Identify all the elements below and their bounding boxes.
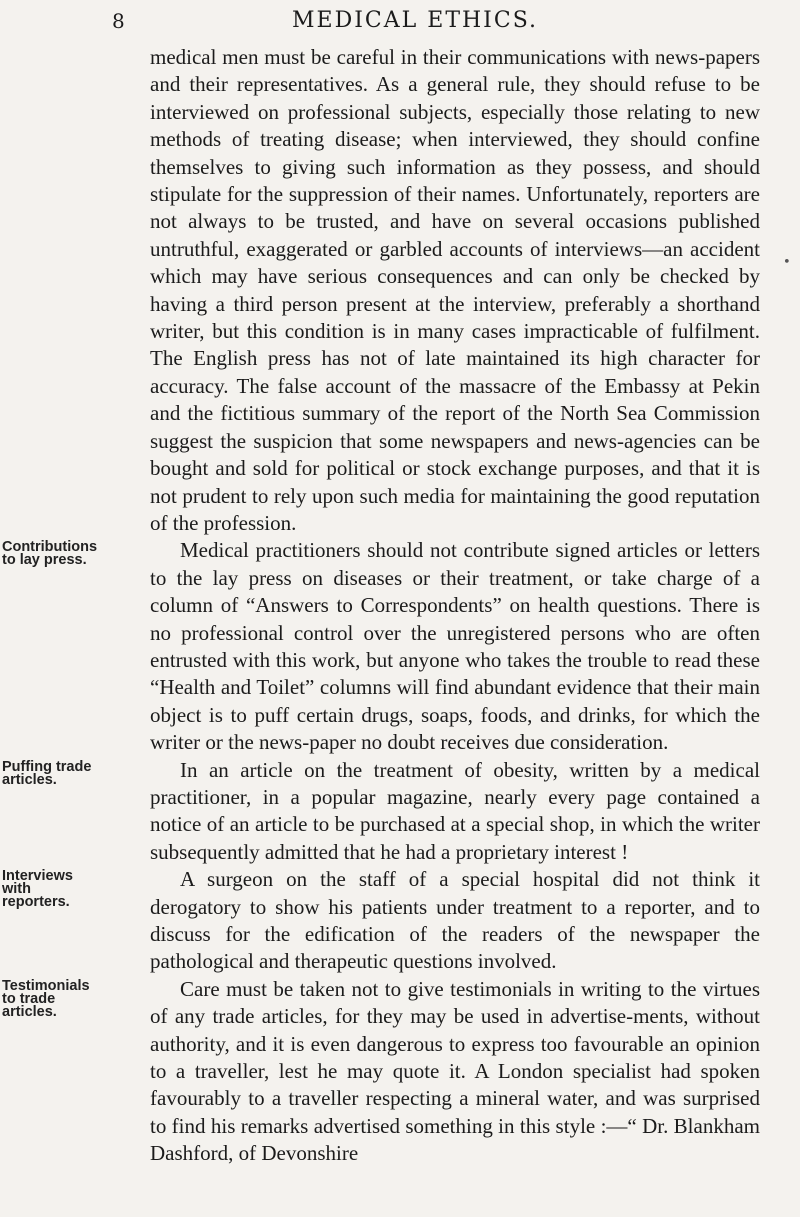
paragraph-puffing-trade-articles: [2, 757, 760, 867]
running-head: [0, 4, 800, 38]
paragraph-text: medical men must be careful in their communications with news-papers and their representatives. As a general rule, they should refuse to be interviewed on professional subjects, especially those relating to new methods of treating disease; when interviewed, they should confine themselves to giving such information as they possess, and should stipulate for the suppression of their names. Unfortunately, reporters are not always to be trusted, and have on several occasions published untruthful, exaggerated or garbled accounts of interviews—an accident which may have serious consequences and can only be checked by having a third person present at the interview, preferably a shorthand writer, but this condition is in many cases impracticable of fulfilment. The English press has not of late maintained its high character for accuracy. The false account of the massacre of the Embassy at Pekin and the fictitious summary of the report of the North Sea Commission suggest the suspicion that some newspapers and news-agencies can be bought and sold for political or stock exchange purposes, and that it is not prudent to rely upon such media for maintaining the good reputation of the profession.: [150, 45, 760, 535]
body-text: [2, 44, 760, 1168]
running-title: MEDICAL ETHICS.: [292, 8, 538, 33]
paragraph-press-communications: [150, 44, 760, 537]
paragraph-contributions-lay-press: [2, 537, 760, 756]
paragraph-testimonials: [2, 976, 760, 1168]
paragraph-text: Care must be taken not to give testimonials in writing to the virtues of any trade articles, for they may be used in advertise-ments, without authority, and it is even dangerous to express too favourable an opinion to a traveller, lest he may quote it. A London specialist had spoken favourably to a traveller respecting a mineral water, and was surprised to find his remarks advertised something in this style :—“ Dr. Blankham Dashford, of Devonshire: [150, 976, 760, 1166]
page-number: 8: [112, 9, 125, 33]
paragraph-text: A surgeon on the staff of a special hospital did not think it derogatory to show his patients under treatment to a reporter, and to discuss for the edification of the readers of the newspaper the pathological and therapeutic questions involved.: [150, 867, 760, 974]
sidenote-puffing: Puffing trade articles.: [2, 758, 92, 788]
paragraph-text: Medical practitioners should not contribute signed articles or letters to the lay press on diseases or their treatment, or take charge of a column of “Answers to Correspondents” on health questions. There is no professional control over the unregistered persons who are often entrusted with this work, but anyone who takes the trouble to read these “Health and Toilet” columns will find abundant evidence that their main object is to puff certain drugs, soaps, foods, and drinks, for which the writer or the news-paper no doubt receives due consideration.: [150, 538, 760, 755]
paragraph-interviews-reporters: [2, 866, 760, 976]
margin-mark-icon: •: [783, 255, 791, 270]
sidenote-contributions: Contributions to lay press.: [2, 539, 98, 569]
sidenote-testimonials: Testimonials to trade articles.: [2, 977, 90, 1020]
paragraph-text: In an article on the treatment of obesity, written by a medical practitioner, in a popular magazine, nearly every page contained a notice of an article to be purchased at a special shop, in which the writer subsequently admitted that he had a proprietary interest !: [150, 757, 760, 864]
sidenote-interviews: Interviews with reporters.: [2, 868, 73, 911]
